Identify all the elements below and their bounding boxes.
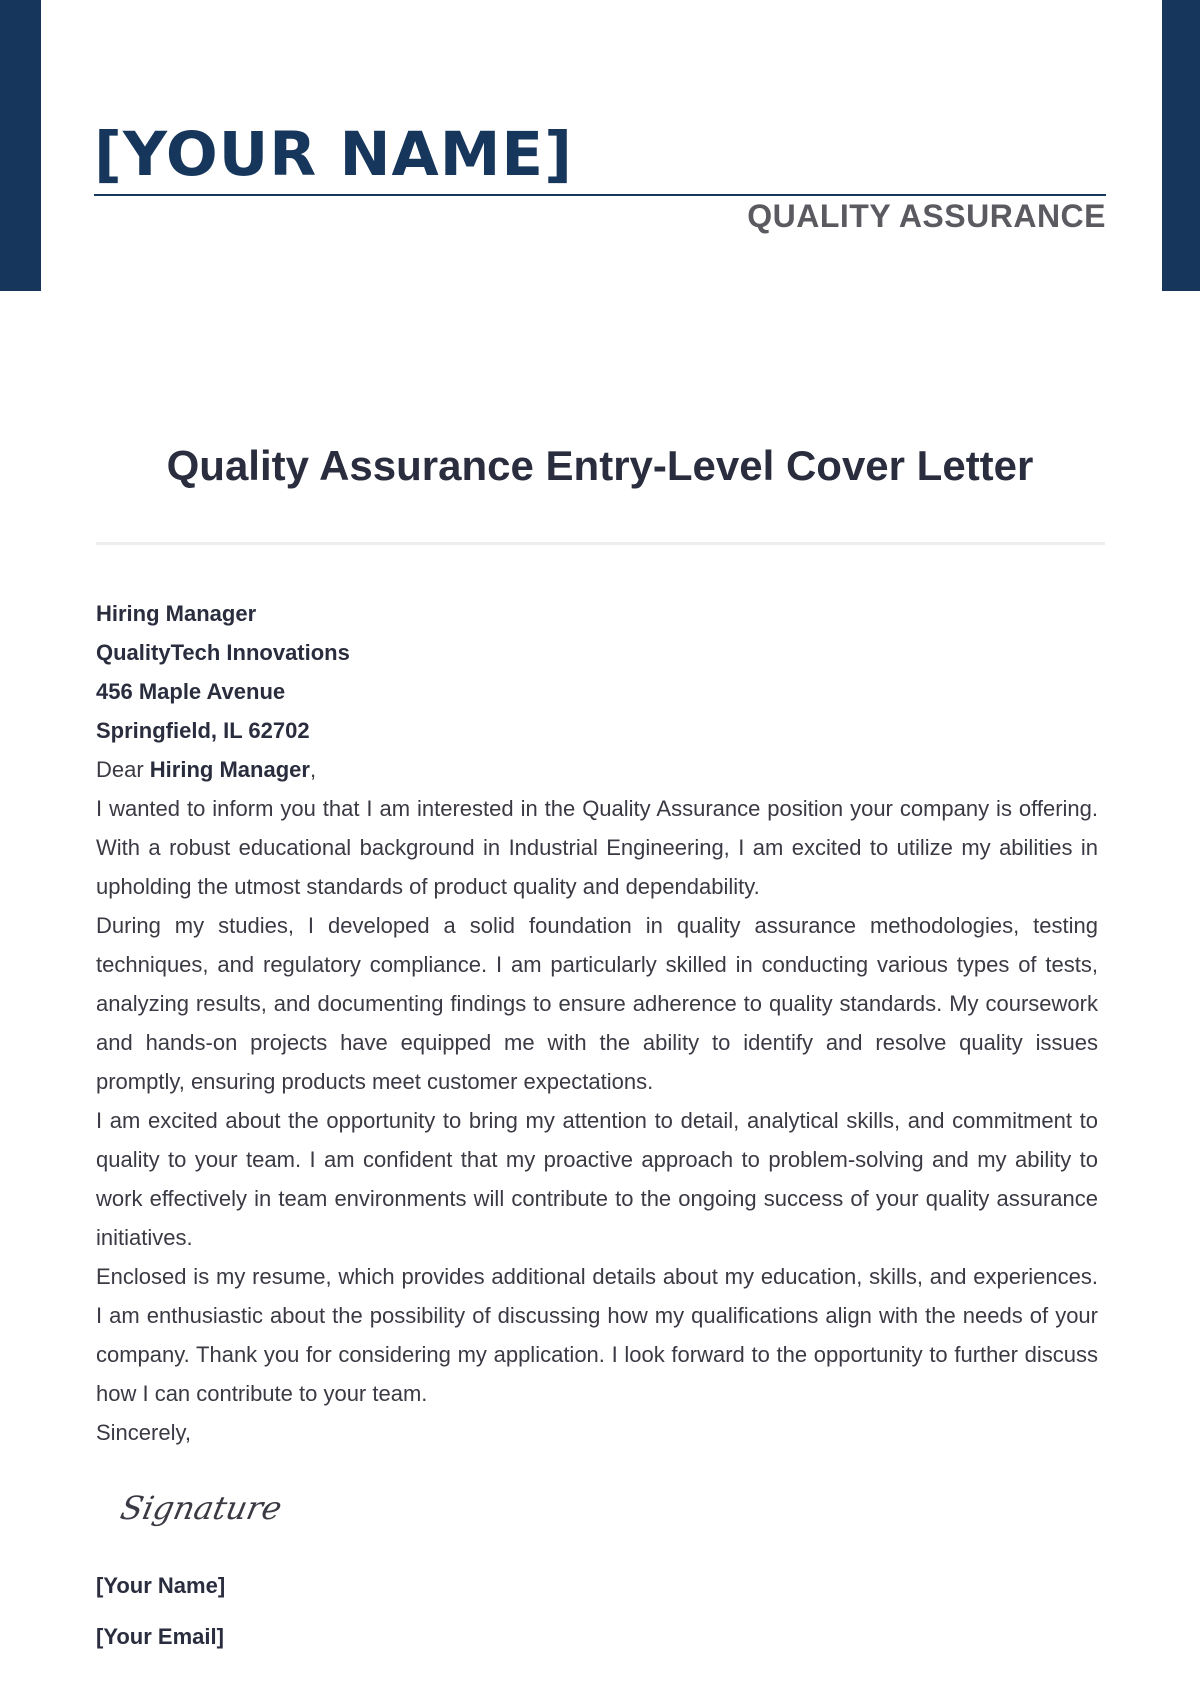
job-role: QUALITY ASSURANCE [747, 198, 1106, 234]
signature: Signature [117, 1489, 286, 1527]
footer-email: [Your Email] [96, 1624, 224, 1649]
letter-body [96, 594, 1098, 1650]
paragraph-3: I am excited about the opportunity to bring my attention to detail, analytical skills, and commitment to quality to your team. I am confident that my proactive approach to problem-solving and my ability to work effectively in team environments will contribute to the ongoing success of your quality assurance initiatives. [96, 1108, 1098, 1250]
recipient-company: QualityTech Innovations [96, 640, 350, 665]
paragraph-4: Enclosed is my resume, which provides additional details about my education, skills, and experiences. I am enthusiastic about the possibility of discussing how my qualifications align with the needs of your company. Thank you for considering my application. I look forward to the opportunity to further discuss how I can contribute to your team. [96, 1264, 1098, 1406]
footer-name: [Your Name] [96, 1573, 226, 1598]
paragraph-2: During my studies, I developed a solid foundation in quality assurance methodologies, testing techniques, and regulatory compliance. I am particularly skilled in conducting various types of tests, analyzing results, and documenting findings to ensure adherence to quality standards. My coursework and hands-on projects have equipped me with the ability to identify and resolve quality issues promptly, ensuring products meet customer expectations. [96, 913, 1098, 1094]
title-divider [96, 542, 1105, 545]
letterhead [94, 118, 1106, 235]
salutation-prefix: Dear [96, 757, 150, 782]
salutation-name: Hiring Manager [149, 757, 310, 782]
header-rule [94, 194, 1106, 196]
paragraph-1: I wanted to inform you that I am interested in the Quality Assurance position your company is offering. With a robust educational background in Industrial Engineering, I am excited to utilize my abilities in upholding the utmost standards of product quality and dependability. [96, 796, 1098, 899]
recipient-street: 456 Maple Avenue [96, 679, 286, 704]
recipient-city: Springfield, IL 62702 [96, 718, 310, 743]
right-accent-bar [1162, 0, 1200, 291]
salutation [96, 750, 1098, 789]
recipient-name: Hiring Manager [96, 601, 257, 626]
left-accent-bar [0, 0, 41, 291]
applicant-name: [YOUR NAME] [94, 119, 573, 190]
closing: Sincerely, [96, 1420, 191, 1445]
salutation-suffix: , [309, 757, 317, 782]
document-title: Quality Assurance Entry-Level Cover Letter [166, 442, 1034, 489]
